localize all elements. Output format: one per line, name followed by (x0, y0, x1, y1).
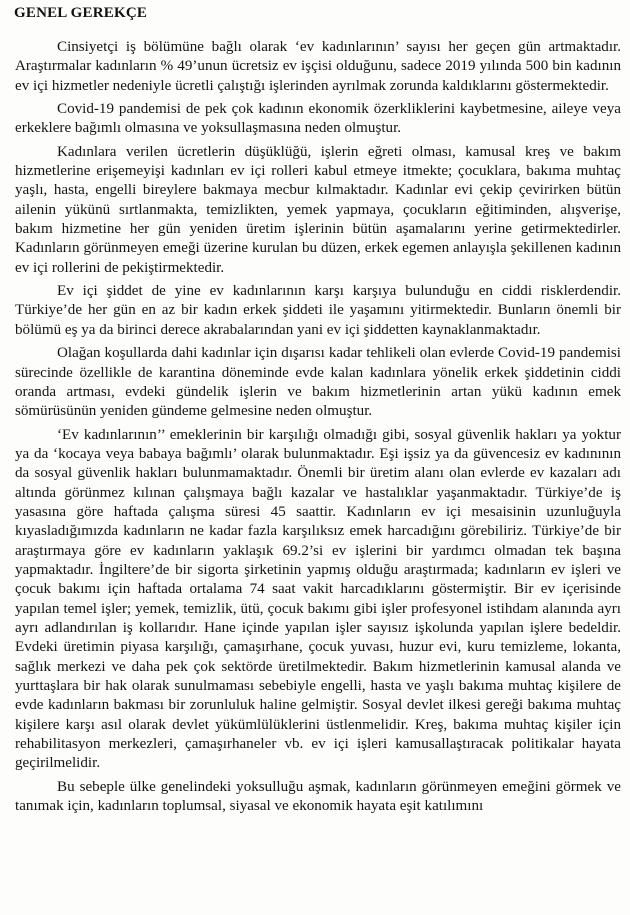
paragraph: Cinsiyetçi iş bölümüne bağlı olarak ‘ev kadınlarının’ sayısı her geçen gün artmaktadır. Araştırmalar kadınların % 49’unun ücretsiz ev işçisi olduğunu, sadece 2019 yılında 500 bin kadının ev içi hizmetler nedeniyle ücretli çalıştığı işlerinden ayrılmak zorunda kaldıklarını göstermektedir. (15, 39, 621, 94)
paragraph: Ev içi şiddet de yine ev kadınlarının karşı karşıya bulunduğu en ciddi risklerdendir. Türkiye’de her gün en az bir kadın erkek şiddeti ile yaşamını yitirmektedir. Bunların önemli bir bölümü eş ya da birinci derece akrabalarından yani ev içi şiddetten kaynaklanmaktadır. (15, 283, 621, 338)
paragraph: Covid-19 pandemisi de pek çok kadının ekonomik özerkliklerini kaybetmesine, aileye veya erkeklere bağımlı olmasına ve yoksullaşmasına neden olmuştur. (15, 101, 621, 137)
paragraph: Olağan koşullarda dahi kadınlar için dışarısı kadar tehlikeli olan evlerde Covid-19 pandemisi sürecinde özellikle de karantina döneminde evde kalan kadınlara yönelik erkek şiddetinin ciddi oranda artması, evdeki gündelik işlerin ve bakım hizmetlerinin artan yükü kadının emek sömürüsünün yeniden gündeme gelmesine neden olmuştur. (15, 345, 621, 420)
section-heading: GENEL GEREKÇE (14, 5, 148, 21)
paragraph: ‘Ev kadınlarının’’ emeklerinin bir karşılığı olmadığı gibi, sosyal güvenlik hakları ya yoktur ya da ‘kocaya veya babaya bağımlı’ olarak bulunmaktadır. Eşi işsiz ya da güvencesiz ev kadınının da sosyal güvenlik hakları bulunmamaktadır. Önemli bir üretim alanı olan evlerde ev kazaları adı altında görünmez kılınan çalışmaya bağlı kazalar ve hastalıklar yaşanmaktadır. Türkiye’de iş yasasına göre haftada çalışma süresi 45 saattir. Kadınların ev içi mesaisinin uzunluğuyla kıyasladığımızda kadınların ne kadar fazla karşılıksız emek harcadığını görebiliriz. Türkiye’de bir araştırmaya göre ev kadınların yaklaşık 69.2’si ev işlerini bir yardımcı olmadan tek başına yapmaktadır. İngiltere’de bir sigorta şirketinin yapmış olduğu araştırmada; kadınların ev işleri ve çocuk bakımı için haftada ortalama 74 saat vakit harcadıklarını göstermiştir. Bir ev içerisinde yapılan temel işler; yemek, temizlik, ütü, çocuk bakımı gibi işler profesyonel istihdam alanında ayrı ayrı adlandırılan iş kollarıdır. Hane içinde yapılan işler sayısız işkolunda yapılan işlere bedeldir. Evdeki üretimin piyasa karşılığı, çamaşırhane, çocuk yuvası, huzur evi, kuru temizleme, lokanta, sağlık merkezi ve daha pek çok sektörde üretilmektedir. Bakım hizmetlerinin kamusal alanda ve yurttaşlara bir hak olarak sunulmaması sebebiyle engelli, hasta ve yaşlı bakıma muhtaç kişilere de evde kadınların bakması bir zorunluluk haline gelmiştir. Sosyal devlet ilkesi gereği bakıma muhtaç kişilere karşı asıl olarak devlet yükümlülüklerini üstlenmelidir. Kreş, bakıma muhtaç kişiler için rehabilitasyon merkezleri, çamaşırhaneler vb. ev içi işleri kamusallaştıracak politikalar hayata geçirilmelidir. (15, 426, 621, 772)
document-body (15, 38, 621, 820)
paragraph: Kadınlara verilen ücretlerin düşüklüğü, işlerin eğreti olması, kamusal kreş ve bakım hizmetlerine erişemeyişi kadınları ev içi rolleri kabul etmeye itmekte; çocuklara, bakıma muhtaç yaşlı, hasta, engelli bireylere bakmaya mecbur kılmaktadır. Kadınlar evi çekip çevirirken bütün ailenin yükünü sırtlanmakta, temizlikten, yemek yapmaya, çocukların eğitiminden, alışverişe, bakım hizmetine her gün yeniden üretim işlerinin bütün aşamalarını yerine getirmektedirler. Kadınların görünmeyen emeği üzerine kurulan bu düzen, erkek egemen anlayışla şekillenen kadının ev içi rollerini de pekiştirmektedir. (15, 143, 621, 276)
paragraph: Bu sebeple ülke genelindeki yoksulluğu aşmak, kadınların görünmeyen emeğini görmek ve tanımak için, kadınların toplumsal, siyasal ve ekonomik hayata eşit katılımını (15, 778, 621, 815)
